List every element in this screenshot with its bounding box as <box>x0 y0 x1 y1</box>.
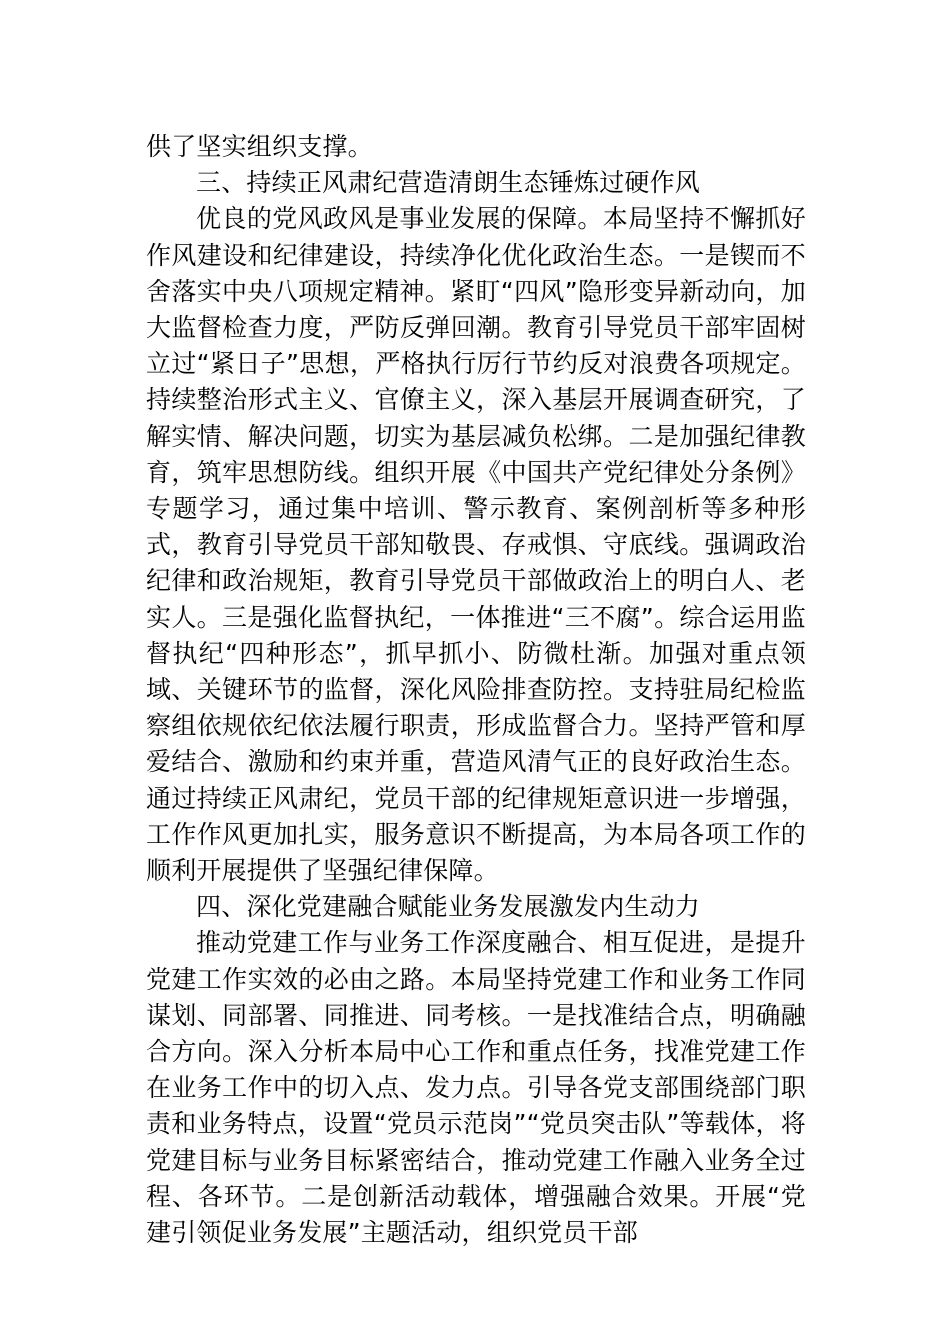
body-paragraph-integration: 推动党建工作与业务工作深度融合、相互促进，是提升党建工作实效的必由之路。本局坚持党建工作和业务工作同谋划、同部署、同推进、同考核。一是找准结合点，明确融合方向。深入分析本局中心工作和重点任务，找准党建工作在业务工作中的切入点、发力点。引导各党支部围绕部门职责和业务特点，设置“党员示范岗”“党员突击队”等载体，将党建目标与业务目标紧密结合，推动党建工作融入业务全过程、各环节。二是创新活动载体，增强融合效果。开展“党建引领促业务发展”主题活动，组织党员干部 <box>146 928 806 1248</box>
section-heading-4: 四、深化党建融合赋能业务发展激发内生动力 <box>196 892 701 922</box>
document-body <box>146 129 806 1251</box>
body-paragraph-discipline: 优良的党风政风是事业发展的保障。本局坚持不懈抓好作风建设和纪律建设，持续净化优化政治生态。一是锲而不舍落实中央八项规定精神。紧盯“四风”隐形变异新动向，加大监督检查力度，严防反弹回潮。教育引导党员干部牢固树立过“紧日子”思想，严格执行厉行节约反对浪费各项规定。持续整治形式主义、官僚主义，深入基层开展调查研究，了解实情、解决问题，切实为基层减负松绑。二是加强纪律教育，筑牢思想防线。组织开展《中国共产党纪律处分条例》专题学习，通过集中培训、警示教育、案例剖析等多种形式，教育引导党员干部知敬畏、存戒惧、守底线。强调政治纪律和政治规矩，教育引导党员干部做政治上的明白人、老实人。三是强化监督执纪，一体推进“三不腐”。综合运用监督执纪“四种形态”，抓早抓小、防微杜渐。加强对重点领域、关键环节的监督，深化风险排查防控。支持驻局纪检监察组依规依纪依法履行职责，形成监督合力。坚持严管和厚爱结合、激励和约束并重，营造风清气正的良好政治生态。通过持续正风肃纪，党员干部的纪律规矩意识进一步增强，工作作风更加扎实，服务意识不断提高，为本局各项工作的顺利开展提供了坚强纪律保障。 <box>146 204 806 886</box>
continuation-paragraph: 供了坚实组织支撑。 <box>146 132 373 161</box>
section-heading-3: 三、持续正风肃纪营造清朗生态锤炼过硬作风 <box>196 168 701 198</box>
